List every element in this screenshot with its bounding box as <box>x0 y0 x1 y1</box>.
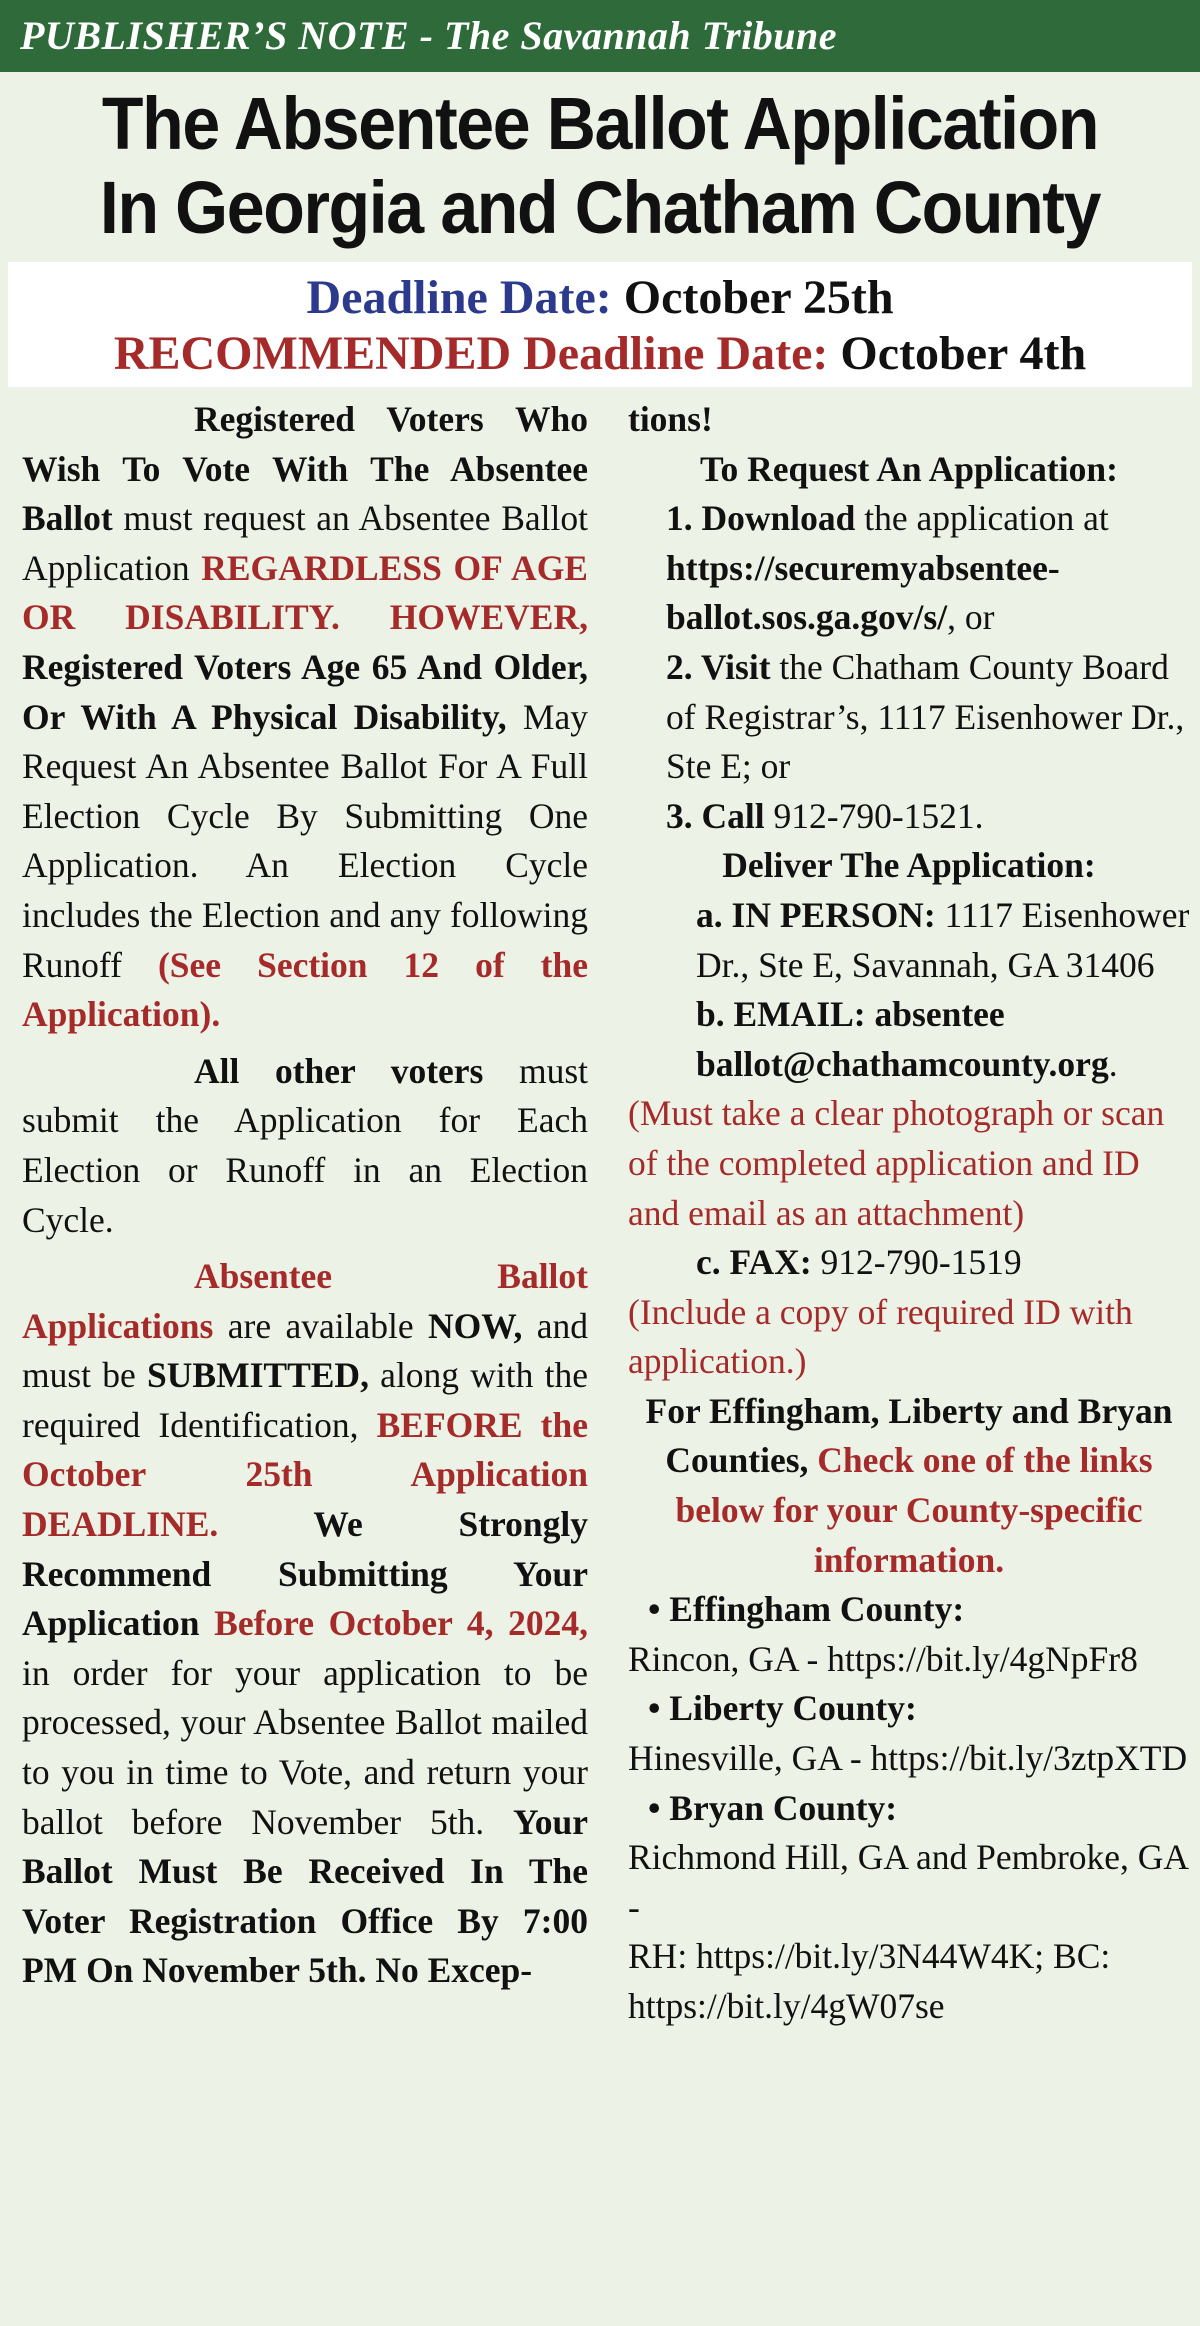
paragraph-other-voters <box>22 1047 588 1245</box>
other-counties-note <box>628 1387 1190 1585</box>
bryan-links[interactable]: RH: https://bit.ly/3N44W4K; BC: https://bit.ly/4gW07se <box>628 1936 1111 2026</box>
text-run: All other voters <box>194 1050 484 1091</box>
text-run: 912-790-1521. <box>764 795 984 836</box>
text-run: 3. Call <box>666 795 765 836</box>
text-run: must submit the Application for Each Election or Runoff in an Election Cycle. <box>22 1050 588 1240</box>
headline-line-2: In Georgia and Chatham County <box>99 166 1101 249</box>
recommended-deadline-label: RECOMMENDED Deadline Date: <box>113 327 829 380</box>
liberty-heading: • Liberty County: <box>648 1688 917 1729</box>
text-run: are available <box>213 1305 428 1346</box>
liberty-link[interactable]: Hinesville, GA - https://bit.ly/3ztpXTD <box>628 1738 1188 1779</box>
deadline-box <box>8 262 1192 387</box>
step-download <box>628 494 1190 643</box>
request-heading: To Request An Application: <box>700 448 1118 489</box>
left-column <box>22 395 588 1996</box>
text-run: , or <box>947 597 995 638</box>
text-run: For Effingham, Liberty and Bryan Counties, <box>645 1390 1173 1481</box>
text-run: . <box>1108 1043 1118 1084</box>
fax-note: (Include a copy of required ID with application.) <box>628 1291 1133 1382</box>
effingham-link[interactable]: Rincon, GA - https://bit.ly/4gNpFr8 <box>628 1638 1138 1679</box>
text-run: SUBMITTED, <box>147 1355 369 1396</box>
text-run: and must be <box>22 1305 589 1396</box>
text-run: BEFORE the October 25th Application DEADLINE. <box>22 1404 588 1545</box>
deadline-line <box>8 272 1192 324</box>
text-run: 1. Download <box>666 498 856 539</box>
text-run: 912-790-1519 <box>811 1242 1022 1283</box>
continuation-text: tions! <box>628 399 713 439</box>
publisher-note-banner: PUBLISHER’S NOTE - The Savannah Tribune <box>0 0 1200 72</box>
step-visit <box>628 643 1190 792</box>
headline-line-1: The Absentee Ballot Application <box>101 82 1099 165</box>
text-run: (See Section 12 of the Application). <box>22 944 588 1035</box>
email-note: (Must take a clear photograph or scan of the completed application and ID and email as an attachment) <box>628 1093 1165 1233</box>
email-address-link[interactable]: b. EMAIL: absentee ballot@chathamcounty.org <box>696 994 1109 1084</box>
deliver-in-person <box>628 891 1190 990</box>
text-run: a. IN PERSON: <box>696 894 936 935</box>
step-call <box>628 792 1190 842</box>
deliver-fax <box>628 1238 1190 1288</box>
text-run: NOW, <box>427 1305 523 1346</box>
effingham-heading: • Effingham County: <box>648 1589 965 1630</box>
paragraph-registered-voters <box>22 395 588 1040</box>
bryan-location: Richmond Hill, GA and Pembroke, GA - <box>628 1837 1188 1927</box>
deliver-heading: Deliver The Application: <box>722 845 1096 886</box>
deliver-email <box>628 990 1190 1089</box>
text-run: Registered Voters Who Wish To Vote With The Absentee Ballot <box>22 399 588 539</box>
deadline-label: Deadline Date: <box>306 271 612 324</box>
paragraph-applications-available <box>22 1252 588 1996</box>
recommended-deadline-line <box>8 328 1192 380</box>
text-run: 2. Visit <box>666 646 771 687</box>
bryan-heading: • Bryan County: <box>648 1787 898 1828</box>
text-run: must request an Absentee Ballot Application <box>22 498 588 588</box>
text-run: We Strongly Recommend Submitting Your Application <box>22 1504 588 1644</box>
text-run: in order for your application to be processed, your Absentee Ballot mailed to you in time to Vote, and return your ballot before November 5th. <box>22 1652 588 1842</box>
text-run: c. FAX: <box>696 1242 812 1283</box>
text-run: Absentee Ballot Applications <box>22 1256 588 1346</box>
text-run: Before October 4, 2024, <box>199 1603 588 1644</box>
text-run: Your Ballot Must Be Received In The Voter Registration Office By 7:00 PM On November 5th. No Excep- <box>22 1801 588 1991</box>
text-run: the Chatham County Board of Registrar’s, 1117 Eisenhower Dr., Ste E; or <box>666 646 1185 787</box>
text-run: 1117 Eisenhower Dr., Ste E, Savannah, GA 31406 <box>696 894 1190 985</box>
recommended-deadline-date: October 4th <box>840 327 1087 380</box>
right-column <box>628 395 1190 2032</box>
deadline-date: October 25th <box>623 271 894 324</box>
text-run: the application at <box>855 498 1109 539</box>
text-run: Registered Voters Age 65 And Older, Or With A Physical Disability, <box>22 646 588 737</box>
application-url-link[interactable]: https://securemyabsentee-ballot.sos.ga.gov/s/ <box>666 547 1060 638</box>
text-run: REGARDLESS OF AGE OR DISABILITY. HOWEVER, <box>22 547 588 638</box>
text-run: along with the required Identification, <box>22 1355 588 1445</box>
headline <box>48 82 1152 250</box>
text-run: Check one of the links below for your County-specific information. <box>675 1440 1153 1580</box>
text-run: May Request An Absentee Ballot For A Full Election Cycle By Submitting One Application. An Election Cycle includes the Election and any following Runoff <box>22 696 588 985</box>
